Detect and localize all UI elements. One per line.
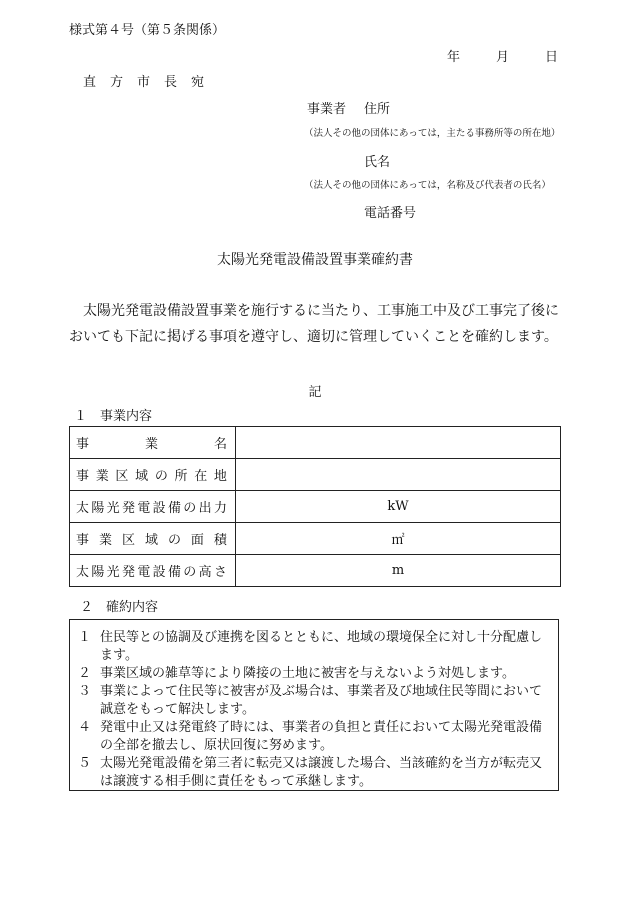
item-text: 太陽光発電設備を第三者に転売又は譲渡した場合、当該確約を当方が転売又は譲渡する相手側に責任をもって承継します。 [100, 756, 543, 789]
form-number: 様式第４号（第５条関係） [69, 23, 226, 38]
row-label [70, 459, 236, 491]
name-label: 氏名 [364, 155, 391, 170]
pledge-body: 太陽光発電設備設置事業を施行するに当たり、工事施工中及び工事完了後においても下記に掲げる事項を遵守し、適切に管理していくことを確約します。 [69, 303, 559, 345]
section2-heading: ２ 確約内容 [80, 600, 159, 615]
business-details-table [69, 426, 561, 587]
applicant-label: 事業者 [307, 102, 347, 117]
row-label-text: 太 陽 光 発 電 設 備 の 出 力 [76, 501, 227, 516]
address-label: 住所 [364, 102, 391, 117]
row-label-text: 太 陽 光 発 電 設 備 の 高 さ [76, 565, 227, 580]
item-text: 事業区域の雑草等により隣接の土地に被害を与えないよう対処します。 [100, 666, 515, 681]
document-title: 太陽光発電設備設置事業確約書 [217, 252, 413, 268]
item-number: １ [78, 630, 92, 645]
row-value[interactable] [236, 459, 561, 491]
date-month: 月 [496, 50, 510, 65]
phone-label: 電話番号 [364, 206, 417, 221]
row-label [70, 523, 236, 555]
row-value[interactable] [236, 427, 561, 459]
row-label [70, 491, 236, 523]
row-label [70, 427, 236, 459]
row-label-text: 事 業 区 域 の 面 積 [76, 533, 227, 548]
item-text: 住民等との協調及び連携を図るとともに、地域の環境保全に対し十分配慮します。 [100, 630, 543, 663]
list-item [78, 755, 550, 791]
table-row [70, 459, 561, 491]
list-item [78, 683, 550, 719]
date-year: 年 [447, 50, 461, 65]
row-value[interactable]: ㎡ [236, 523, 561, 555]
table-row [70, 491, 561, 523]
item-number: ４ [78, 720, 92, 735]
list-item [78, 629, 550, 665]
address-note: （法人その他の団体にあっては，主たる事務所等の所在地） [304, 128, 561, 139]
table-row [70, 555, 561, 587]
item-number: ３ [78, 684, 92, 699]
list-item [78, 665, 550, 683]
table-row [70, 523, 561, 555]
section1-heading: １ 事業内容 [74, 409, 153, 424]
item-text: 発電中止又は発電終了時には、事業者の負担と責任において太陽光発電設備の全部を撤去し、原状回復に努めます。 [100, 720, 543, 753]
list-item [78, 719, 550, 755]
item-number: ２ [78, 666, 92, 681]
table-row [70, 427, 561, 459]
ki-heading: 記 [308, 385, 322, 400]
row-label-text: 事 業 区 域 の 所 在 地 [76, 469, 227, 484]
pledge-items-box [69, 619, 559, 791]
row-value[interactable]: m [236, 555, 561, 587]
item-number: ５ [78, 756, 92, 771]
row-value[interactable]: kW [236, 491, 561, 523]
row-label-text: 事 業 名 [76, 437, 227, 452]
addressee: 直方市長宛 [83, 75, 219, 90]
row-label [70, 555, 236, 587]
name-note: （法人その他の団体にあっては，名称及び代表者の氏名） [304, 180, 551, 191]
date-day: 日 [545, 50, 559, 65]
date-line [447, 46, 558, 65]
item-text: 事業によって住民等に被害が及ぶ場合は、事業者及び地域住民等間において誠意をもって解決します。 [100, 684, 543, 717]
